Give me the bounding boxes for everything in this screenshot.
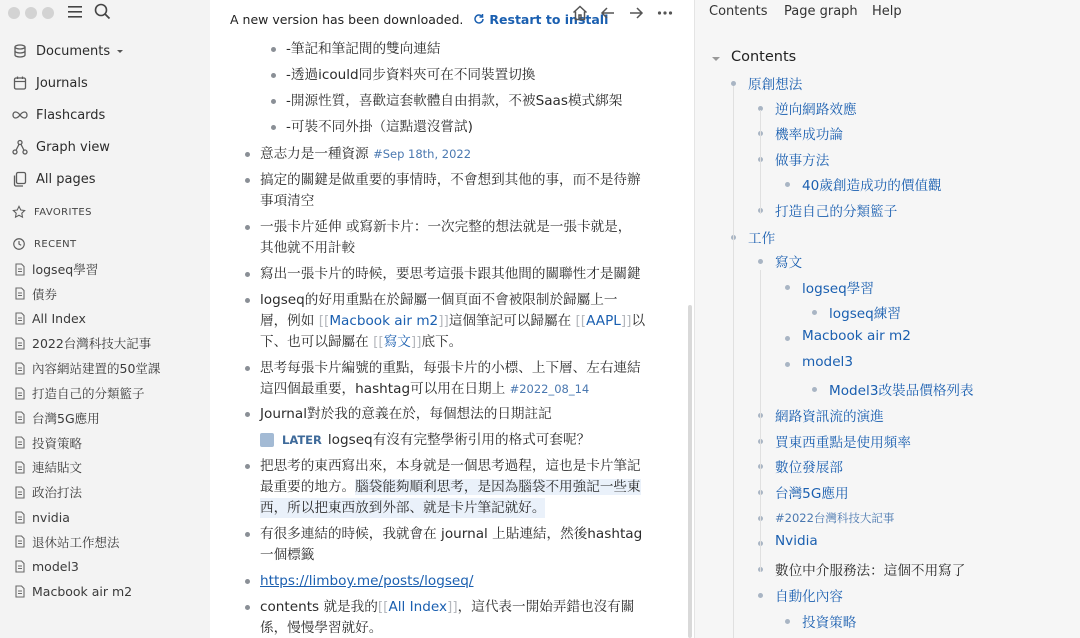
- block-think-line-2[interactable]: [260, 477, 641, 497]
- calendar-icon: [12, 75, 28, 91]
- block-think-line-1[interactable]: 把思考的東西寫出來，本身就是一個思考過程，這也是卡片筆記: [260, 458, 641, 474]
- toc-item[interactable]: 原創想法: [748, 77, 803, 93]
- bullet[interactable]: [245, 412, 250, 417]
- restart-label: Restart to install: [489, 12, 609, 27]
- toc-item[interactable]: 買東西重點是使用頻率: [775, 435, 911, 451]
- nav-all-pages-label: All pages: [36, 171, 96, 187]
- block-willpower[interactable]: [260, 144, 471, 164]
- recent-item-label: Macbook air m2: [32, 583, 133, 599]
- bracket: [[: [373, 334, 384, 350]
- arrow-right-icon[interactable]: [627, 4, 645, 22]
- toc-item[interactable]: 逆向網路效應: [775, 102, 857, 118]
- block-card-line-1[interactable]: 一張卡片延伸 或寫新卡片：一次完整的想法就是一張卡就是，: [260, 219, 632, 235]
- update-notice: [230, 12, 608, 27]
- page-icon: [14, 585, 26, 598]
- nav-documents-label: Documents: [36, 43, 111, 59]
- toc-item[interactable]: 數位發展部: [775, 460, 843, 476]
- bullet[interactable]: [245, 532, 250, 537]
- bullet[interactable]: [245, 178, 250, 183]
- update-notice-text: A new version has been downloaded.: [230, 12, 464, 27]
- recent-item-label: nvidia: [32, 509, 70, 525]
- page-icon: [14, 387, 26, 400]
- bracket: ]]: [447, 599, 458, 615]
- nav-documents[interactable]: [12, 38, 125, 64]
- recent-item-label: 內容網站建置的50堂課: [32, 361, 161, 377]
- recent-item-label: model3: [32, 559, 79, 575]
- recent-item-label: 債券: [32, 286, 58, 302]
- sub-item-4[interactable]: -可裝不同外掛（這點還沒嘗試): [286, 119, 473, 135]
- task-checkbox[interactable]: [260, 433, 274, 447]
- tab-contents[interactable]: Contents: [709, 4, 768, 19]
- recent-item[interactable]: [14, 382, 145, 404]
- chevron-down-icon[interactable]: [711, 54, 721, 64]
- toc-item[interactable]: 投資策略: [802, 615, 857, 631]
- block-think-line-3[interactable]: 西，所以把東西放到外部、就是卡片筆記就好。: [260, 500, 546, 516]
- nav-journals-label: Journals: [36, 75, 88, 91]
- toc-item[interactable]: 打造自己的分類籃子: [775, 204, 898, 220]
- toc-item[interactable]: 機率成功論: [775, 127, 843, 143]
- scrollbar[interactable]: [688, 305, 692, 638]
- page-ref-macbook[interactable]: Macbook air m2: [329, 313, 439, 329]
- left-sidebar: [0, 0, 210, 638]
- task-text: logseq有沒有完整學術引用的格式可套呢？: [327, 432, 591, 448]
- bullet[interactable]: [785, 285, 790, 290]
- recent-item[interactable]: [14, 531, 120, 553]
- block-contents-line-1[interactable]: [260, 597, 634, 617]
- block-relation[interactable]: 寫出一張卡片的時候，要思考這張卡跟其他間的關聯性才是關鍵: [260, 266, 641, 282]
- text: 最重要的地方。: [260, 479, 356, 495]
- bullet[interactable]: [785, 619, 790, 624]
- nav-all-pages[interactable]: [12, 166, 96, 192]
- bracket: [[: [575, 313, 587, 329]
- block-logseq-line-2[interactable]: [260, 311, 645, 331]
- toc-item[interactable]: Nvidia: [775, 533, 818, 549]
- text: 這四個最重要，hashtag可以用在日期上: [260, 381, 510, 397]
- recent-item-label: 投資策略: [32, 435, 83, 451]
- text: ，這代表一開始弄錯也沒有關: [457, 599, 635, 615]
- block-numbering-line-2[interactable]: [260, 379, 589, 399]
- page-icon: [14, 411, 26, 424]
- bracket: ]]: [438, 313, 449, 329]
- bullet[interactable]: [245, 605, 250, 610]
- block-later-task[interactable]: [282, 430, 590, 450]
- right-sidebar: [695, 0, 1080, 638]
- contents-heading[interactable]: Contents: [731, 49, 797, 65]
- recent-item[interactable]: [14, 481, 82, 503]
- bullet[interactable]: [271, 73, 276, 78]
- bracket: ]]: [410, 334, 422, 350]
- star-icon: [12, 205, 26, 219]
- graph-icon: [12, 139, 28, 155]
- more-icon[interactable]: [656, 4, 674, 22]
- bullet[interactable]: [785, 362, 790, 367]
- window-close-dot[interactable]: [8, 7, 20, 19]
- chevron-down-icon: [115, 46, 125, 56]
- recent-item-label: 打造自己的分類籃子: [32, 386, 145, 401]
- toc-item[interactable]: 自動化內容: [775, 589, 843, 605]
- block-links-line-2[interactable]: 一個標籤: [260, 547, 315, 563]
- menu-icon[interactable]: [67, 5, 83, 19]
- page-ref-all-index[interactable]: All Index: [388, 599, 448, 615]
- database-icon: [12, 43, 28, 59]
- bullet[interactable]: [812, 387, 817, 392]
- recent-item[interactable]: [14, 332, 151, 354]
- bullet[interactable]: [785, 336, 790, 341]
- bullet[interactable]: [271, 99, 276, 104]
- block-logseq-line-3[interactable]: [260, 332, 462, 352]
- date-tag[interactable]: #Sep 18th, 2022: [373, 147, 472, 161]
- toc-item[interactable]: 工作: [748, 231, 776, 247]
- recent-item[interactable]: [14, 432, 82, 454]
- recent-item-label: 政治打法: [32, 485, 83, 501]
- bracket: [[: [318, 313, 330, 329]
- bracket: ]]: [620, 313, 632, 329]
- toc-item[interactable]: model3: [802, 354, 853, 370]
- tree-guide: [760, 270, 761, 572]
- toc-item[interactable]: logseq學習: [802, 281, 874, 297]
- page-icon: [14, 461, 26, 474]
- bullet[interactable]: [245, 298, 250, 303]
- toc-item[interactable]: logseq練習: [829, 306, 901, 322]
- bullet[interactable]: [271, 47, 276, 52]
- page-icon: [14, 312, 26, 325]
- page-icon: [14, 560, 26, 573]
- toc-item[interactable]: 寫文: [775, 255, 803, 271]
- page-icon: [14, 535, 26, 548]
- bullet[interactable]: [245, 579, 250, 584]
- tree-guide: [760, 110, 761, 214]
- recent-section[interactable]: [12, 237, 77, 251]
- text: 這個筆記可以歸屬在: [448, 313, 576, 329]
- nav-journals[interactable]: [12, 70, 88, 96]
- date-tag[interactable]: #2022_08_14: [509, 382, 590, 396]
- nav-graph-view[interactable]: [12, 134, 110, 160]
- recent-item-label: 2022台灣科技大記事: [32, 336, 152, 352]
- toc-item[interactable]: 台灣5G應用: [775, 486, 849, 502]
- page-icon: [14, 337, 26, 350]
- recent-item[interactable]: [14, 308, 86, 330]
- block-key-line-2[interactable]: 事項清空: [260, 193, 315, 209]
- toc-item[interactable]: 做事方法: [775, 153, 830, 169]
- recent-item[interactable]: [14, 258, 98, 280]
- text: 底下。: [421, 334, 463, 350]
- text: 下、也可以歸屬在: [260, 334, 374, 350]
- toc-item[interactable]: Model3改裝品價格列表: [829, 383, 974, 399]
- page-icon: [14, 511, 26, 524]
- recent-item-label: 台灣5G應用: [32, 410, 100, 426]
- refresh-icon: [473, 13, 485, 25]
- pages-icon: [12, 171, 28, 187]
- text: 以: [631, 313, 646, 329]
- main-content: [210, 0, 694, 638]
- toc-item[interactable]: 網路資訊流的演進: [775, 409, 884, 425]
- recent-item-label: logseq學習: [32, 262, 99, 277]
- nav-flashcards[interactable]: [12, 102, 105, 128]
- window-minimize-dot[interactable]: [25, 7, 37, 19]
- infinity-icon: [12, 107, 28, 123]
- recent-item[interactable]: [14, 283, 57, 305]
- history-icon: [12, 237, 26, 251]
- block-links-line-1[interactable]: 有很多連結的時候，我就會在 journal 上貼連結，然後hashtag: [260, 526, 643, 542]
- bullet[interactable]: [245, 272, 250, 277]
- recent-item[interactable]: [14, 357, 160, 379]
- favorites-label: FAVORITES: [34, 206, 92, 218]
- page-icon: [14, 436, 26, 449]
- external-link[interactable]: https://limboy.me/posts/logseq/: [260, 573, 474, 589]
- block-journal[interactable]: Journal對於我的意義在於，每個想法的日期註記: [260, 406, 552, 422]
- recent-item[interactable]: [14, 456, 82, 478]
- page-icon: [14, 362, 26, 375]
- sub-item-2[interactable]: -透過icould同步資料夾可在不同裝置切換: [286, 67, 536, 83]
- bullet[interactable]: [245, 225, 250, 230]
- bullet[interactable]: [245, 152, 250, 157]
- toc-item[interactable]: Macbook air m2: [802, 328, 911, 344]
- search-icon[interactable]: [94, 3, 111, 20]
- page-icon: [14, 486, 26, 499]
- recent-item[interactable]: [14, 506, 70, 528]
- arrow-left-icon[interactable]: [599, 4, 617, 22]
- page-icon: [14, 263, 26, 276]
- bullet[interactable]: [785, 182, 790, 187]
- recent-item-label: 退休站工作想法: [32, 534, 120, 550]
- page-ref-writing[interactable]: 寫文: [383, 334, 411, 350]
- highlighted-text: 腦袋能夠順利思考，是因為腦袋不用強記一些東: [355, 479, 641, 495]
- nav-graph-view-label: Graph view: [36, 139, 110, 155]
- later-marker[interactable]: LATER: [282, 433, 322, 447]
- text: contents 就是我的: [260, 599, 378, 615]
- toc-item[interactable]: #2022台灣科技大記事: [775, 511, 895, 525]
- window-zoom-dot[interactable]: [42, 7, 54, 19]
- tab-page-graph[interactable]: Page graph: [784, 4, 858, 19]
- bullet[interactable]: [271, 125, 276, 130]
- block-contents-line-2[interactable]: 係，慢慢學習就好。: [260, 620, 383, 636]
- recent-item[interactable]: [14, 407, 100, 429]
- recent-item[interactable]: [14, 556, 79, 578]
- block-logseq-line-1[interactable]: logseq的好用重點在於歸屬一個頁面不會被限制於歸屬上一: [260, 292, 618, 308]
- text: 層，例如: [260, 313, 319, 329]
- recent-item-label: All Index: [32, 311, 86, 327]
- page-icon: [14, 287, 26, 300]
- bullet[interactable]: [245, 366, 250, 371]
- block-card-line-2[interactable]: 其他就不用計較: [260, 240, 356, 256]
- bullet[interactable]: [812, 310, 817, 315]
- block-numbering-line-1[interactable]: 思考每張卡片編號的重點，每張卡片的小標、上下層、左右連結: [260, 360, 641, 376]
- favorites-section[interactable]: [12, 205, 92, 219]
- toc-item[interactable]: 數位中介服務法：這個不用寫了: [775, 563, 966, 579]
- page-ref-aapl[interactable]: AAPL: [586, 313, 621, 329]
- bullet[interactable]: [245, 464, 250, 469]
- bullet[interactable]: [758, 259, 763, 264]
- sub-item-3[interactable]: -開源性質，喜歡這套軟體自由捐款，不被Saas模式綁架: [286, 93, 623, 109]
- bullet[interactable]: [758, 593, 763, 598]
- tree-guide: [733, 86, 734, 638]
- sub-item-1[interactable]: -筆記和筆記間的雙向連結: [286, 41, 441, 57]
- block-key-line-1[interactable]: 搞定的關鍵是做重要的事情時，不會想到其他的事，而不是待辦: [260, 172, 641, 188]
- tab-help[interactable]: Help: [872, 4, 902, 19]
- bracket: [[: [377, 599, 389, 615]
- home-icon[interactable]: [571, 4, 589, 22]
- recent-item[interactable]: [14, 580, 132, 602]
- block-text: 意志力是一種資源: [260, 146, 374, 162]
- recent-label: RECENT: [34, 238, 77, 250]
- toc-item[interactable]: 40歲創造成功的價值觀: [802, 178, 942, 194]
- recent-item-label: 連結貼文: [32, 460, 83, 476]
- nav-flashcards-label: Flashcards: [36, 107, 106, 123]
